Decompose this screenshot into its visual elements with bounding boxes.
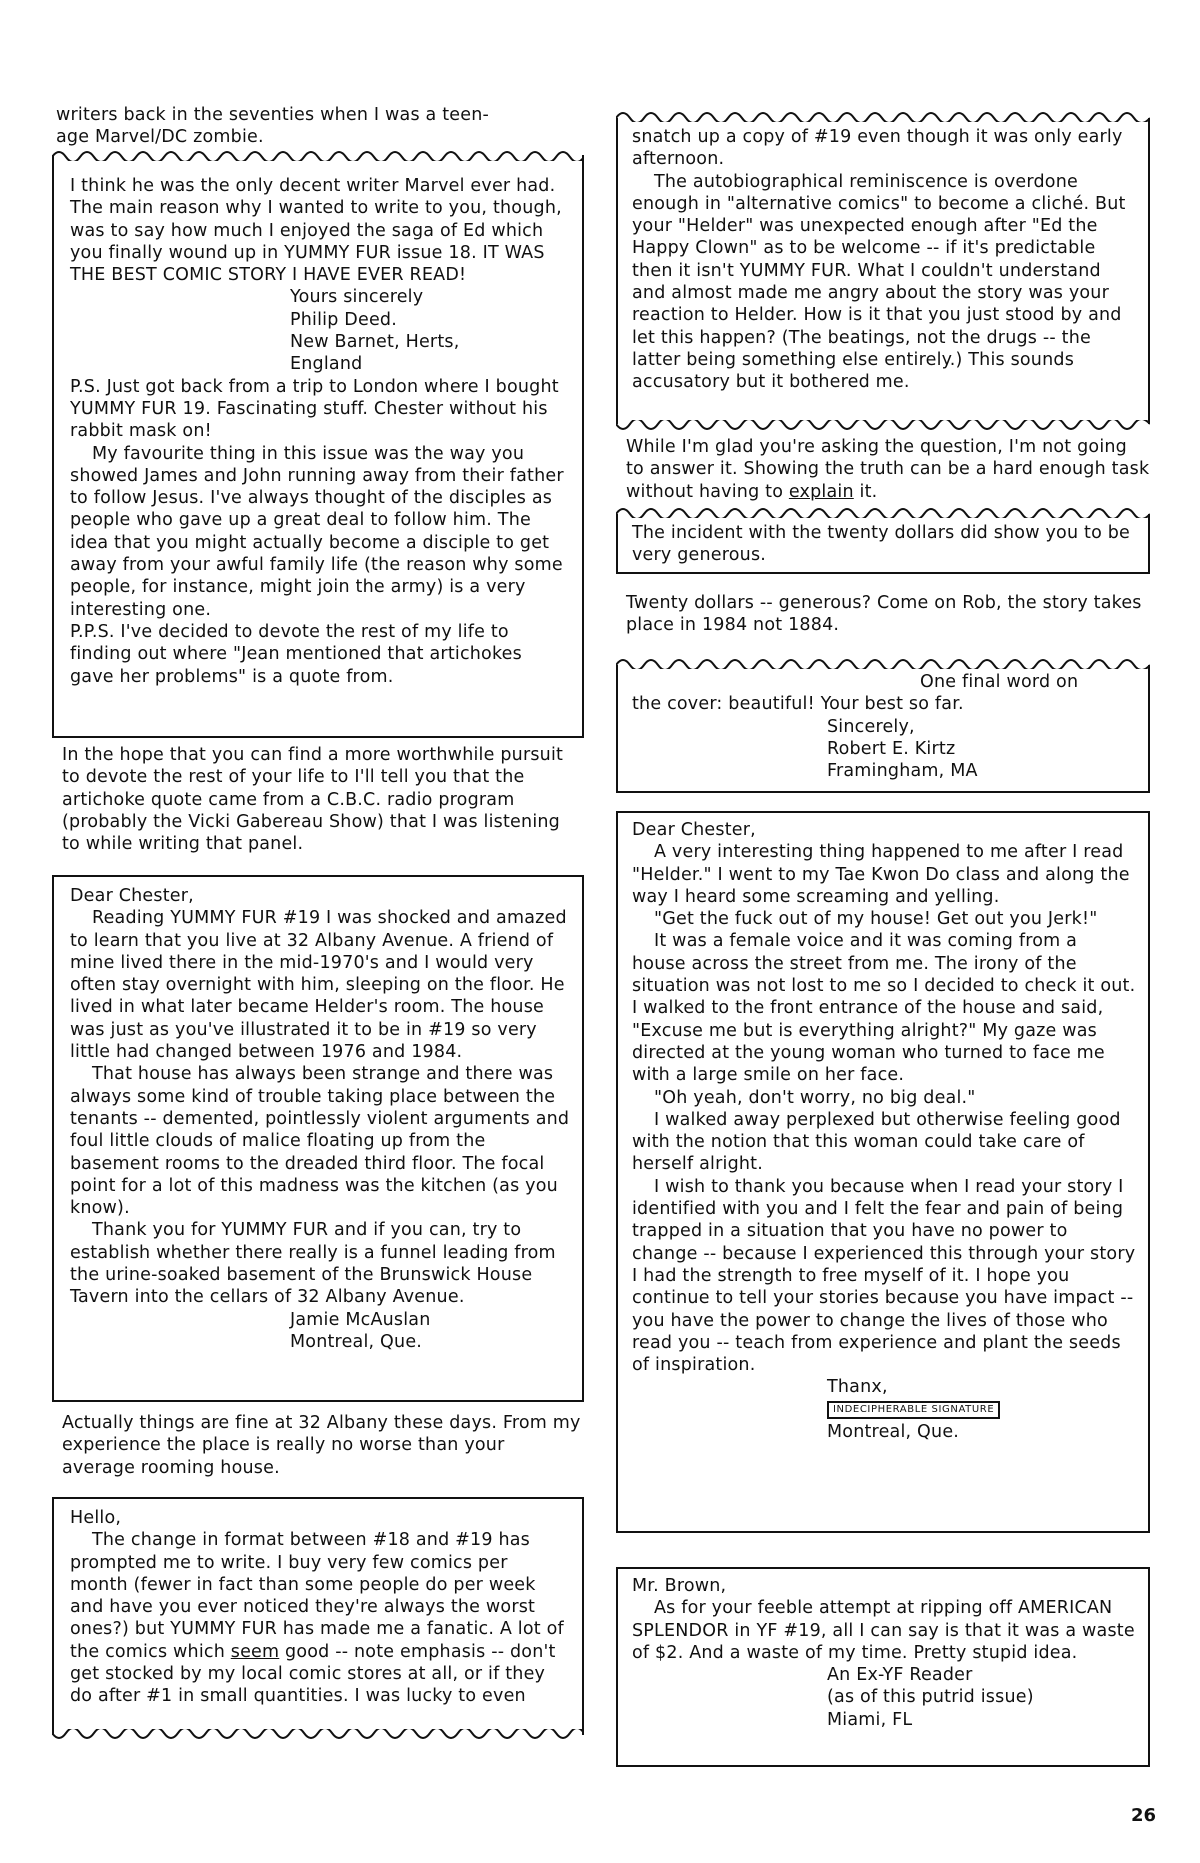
letter4-para5: I walked away perplexed but otherwise feeling good with the notion that this woman could take care of herself alright.	[632, 1109, 1121, 1175]
letter3-final-name: Robert E. Kirtz	[827, 738, 956, 759]
letter4-greeting: Dear Chester,	[632, 820, 756, 840]
wavy-top-border	[616, 504, 1150, 518]
reply-albany	[62, 1412, 582, 1479]
letter3-para1	[70, 1529, 570, 1707]
letter3-para1-before: The change in format between #18 and #19 has prompted me to write. I buy very few comics per month (fewer in fact than some people do per week and have you ever noticed they're always the worst ones?) but YUMMY FUR has made me a fanatic. A lot of the comics which	[70, 1530, 564, 1662]
reply1-text: In the hope that you can find a more worthwhile pursuit to devote the rest of your life to I'll tell you that the artichoke quote came from a C.B.C. radio program (probably the Vicki Gabereau Show) that I was listening to while writing that panel.	[62, 745, 564, 855]
letter-robert-kirtz-note	[616, 514, 1150, 574]
letter4-closing: Thanx,	[827, 1377, 888, 1398]
letter-robert-kirtz-final	[616, 665, 1150, 793]
letter2-para1: Reading YUMMY FUR #19 I was shocked and amazed to learn that you live at 32 Albany Avenue. A friend of mine lived there in the mid-1970's and I would very often stay overnight with him, sleeping on the floor. He lived in what later became Helder's room. The house was just as you've illustrated it to be in #19 so very little had changed between 1976 and 1984.	[70, 908, 567, 1063]
reply3-before: While I'm glad you're asking the question, I'm not going to answer it. Showing the truth can be a hard enough task without having to	[626, 437, 1150, 502]
letter5-greeting: Mr. Brown,	[632, 1576, 727, 1596]
letter-indecipherable	[616, 811, 1150, 1533]
letter3-greeting: Hello,	[70, 1508, 122, 1528]
letter3-note-text: The incident with the twenty dollars did show you to be very generous.	[632, 523, 1131, 566]
letter2-city: Montreal, Que.	[290, 1331, 423, 1352]
letter3-cont-para2: The autobiographical reminiscence is overdone enough in "alternative comics" to become a cliché. But your "Helder" was unexpected enough after "Ed the Happy Clown" as to be welcome -- if it's predictable then it isn't YUMMY FUR. What I couldn't understand and almost made me angry about the story was your reaction to Helder. How is it that you just stood by and let this happen? (The beatings, not the drugs -- the latter being something else entirely.) This sounds accusatory but it bothered me.	[632, 171, 1126, 393]
wavy-top-border	[616, 108, 1150, 122]
letter1-pps: P.P.S. I've decided to devote the rest of my life to finding out where "Jean mentioned that artichokes gave her problems" is a quote from.	[70, 621, 522, 687]
reply3-text	[626, 436, 1150, 503]
letter4-para4: "Oh yeah, don't worry, no big deal."	[654, 1087, 976, 1108]
letter4-para1: A very interesting thing happened to me after I read "Helder." I went to my Tae Kwon Do class and along the way I heard some screaming and yelling.	[632, 842, 1130, 907]
signature-stamp: INDECIPHERABLE SIGNATURE	[827, 1401, 1000, 1419]
letter-philip-deed	[52, 155, 584, 738]
letter3-final-text-a: One final word on	[920, 672, 1079, 692]
letter3-para1-after: good -- note emphasis -- don't get stocked by my local comic stores at all, or if they do after #1 in small quantities. I was lucky to even	[70, 1641, 556, 1707]
reply-question	[626, 436, 1150, 503]
letter4-city: Montreal, Que.	[827, 1422, 960, 1443]
letter1-country: England	[290, 354, 363, 375]
wavy-top-border	[616, 655, 1150, 669]
reply-artichoke	[62, 744, 582, 855]
letter5-body: As for your feeble attempt at ripping off AMERICAN SPLENDOR in YF #19, all I can say is that it was a waste of $2. And a waste of my time. Pretty stupid idea.	[632, 1598, 1135, 1663]
letter1-city: New Barnet, Herts,	[290, 332, 460, 353]
wavy-top-border	[52, 147, 584, 161]
letter1-body: I think he was the only decent writer Marvel ever had. The main reason why I wanted to write to you, though, was to say how much I enjoyed the saga of Ed which you finally wound up in YUMMY FUR issue 18. IT WAS THE BEST COMIC STORY I HAVE EVER READ!	[70, 176, 562, 286]
letter3-final-closing: Sincerely,	[827, 716, 915, 737]
reply-generous	[626, 592, 1150, 637]
letter3-final-city: Framingham, MA	[827, 761, 978, 782]
letter2-para2: That house has always been strange and there was always some kind of trouble taking place between the tenants -- demented, pointlessly violent arguments and foul little clouds of malice floating up from the basement rooms to the dreaded third floor. The focal point for a lot of this madness was the kitchen (as you know).	[70, 1064, 570, 1219]
reply3-emphasis: explain	[788, 481, 854, 502]
letter5-note: (as of this putrid issue)	[827, 1687, 1034, 1708]
letter4-signature-row	[632, 1399, 1136, 1421]
letter2-greeting: Dear Chester,	[70, 886, 194, 906]
letter-robert-kirtz-part2	[616, 118, 1150, 424]
letter-robert-kirtz-part1	[52, 1497, 584, 1735]
letter4-para2: "Get the fuck out of my house! Get out you Jerk!"	[654, 909, 1098, 930]
letter2-para3: Thank you for YUMMY FUR and if you can, try to establish whether there really is a funnel leading from the urine-soaked basement of the Brunswick House Tavern into the cellars of 32 Albany Avenue.	[70, 1220, 556, 1308]
page-number: 26	[1130, 1805, 1156, 1826]
letter-jamie-mcauslan	[52, 875, 584, 1402]
letter1-closing: Yours sincerely	[290, 287, 424, 308]
reply3-after: it.	[853, 481, 878, 502]
intro-line-1: writers back in the seventies when I was a teen-	[56, 105, 490, 125]
letter2-name: Jamie McAuslan	[290, 1309, 431, 1330]
wavy-bottom-border	[616, 420, 1150, 434]
letter1-ps-body: My favourite thing in this issue was the way you showed James and John running away from their father to follow Jesus. I've always thought of the disciples as people who gave up a great deal to follow him. The idea that you might actually become a disciple to get away from your awful family life (the reason why some people, for instance, might join the army) is a very interesting one.	[70, 443, 564, 620]
letter3-para1-emphasis: seem	[230, 1641, 280, 1662]
letter4-para3: It was a female voice and it was coming from a house across the street from me. The irony of the situation was not lost to me so I decided to check it out. I walked to the front entrance of the house and said, "Excuse me but is everything alright?" My gaze was directed at the young woman who turned to face me with a large smile on her face.	[632, 931, 1136, 1086]
intro-line-2: age Marvel/DC zombie.	[56, 127, 264, 148]
letter5-city: Miami, FL	[827, 1709, 913, 1730]
letter4-para6: I wish to thank you because when I read your story I identified with you and I felt the fear and pain of being trapped in a situation that you have no power to change -- because I experienced this through your story I had the strength to free myself of it. I hope you continue to tell your stories because you have impact -- you have the power to change the lives of those who read you -- teach from experience and plant the seeds of inspiration.	[632, 1176, 1136, 1376]
wavy-bottom-border	[52, 1729, 584, 1743]
letter5-name: An Ex-YF Reader	[827, 1665, 973, 1686]
reply2-text: Actually things are fine at 32 Albany these days. From my experience the place is really no worse than your average rooming house.	[62, 1413, 581, 1478]
letter-ex-yf-reader	[616, 1567, 1150, 1767]
letter3-final-text-b: the cover: beautiful! Your best so far.	[632, 694, 964, 715]
letter3-cont-text: snatch up a copy of #19 even though it was only early afternoon.	[632, 127, 1123, 170]
editor-intro	[56, 104, 576, 149]
letter1-name: Philip Deed.	[290, 309, 397, 330]
reply4-text: Twenty dollars -- generous? Come on Rob, the story takes place in 1984 not 1884.	[626, 593, 1142, 636]
letter1-ps: P.S. Just got back from a trip to London where I bought YUMMY FUR 19. Fascinating stuff. Chester without his rabbit mask on!	[70, 376, 559, 442]
